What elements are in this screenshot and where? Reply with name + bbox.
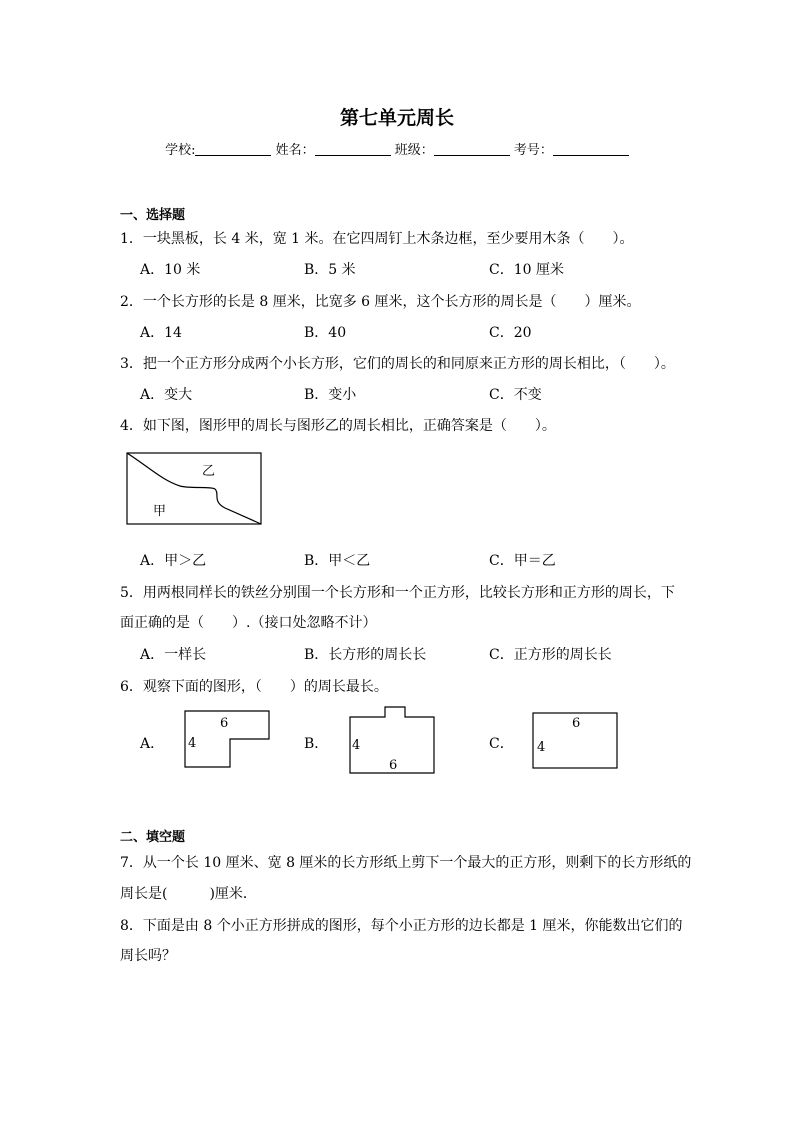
question-4-option-b[interactable]: B．甲＜乙 — [304, 553, 371, 569]
question-3-option-c[interactable]: C．不变 — [489, 387, 542, 403]
figure-label-jia: 甲 — [153, 504, 167, 519]
question-2-option-a[interactable]: A．14 — [140, 325, 182, 341]
name-blank[interactable] — [315, 143, 391, 156]
name-label: 姓名： — [275, 143, 315, 158]
figure-a-top-label: 6 — [220, 716, 229, 731]
figure-a-side-label: 4 — [188, 736, 197, 751]
figure-c-top-label: 6 — [572, 716, 581, 731]
school-blank[interactable] — [195, 143, 271, 156]
question-1-option-b[interactable]: B．5 米 — [304, 262, 356, 278]
class-label: 班级： — [394, 143, 434, 158]
question-8-text-line-1: 8．下面是由 8 个小正方形拼成的图形，每个小正方形的边长都是 1 厘米，你能数出它们的 — [120, 918, 683, 934]
question-3-option-b[interactable]: B．变小 — [304, 387, 357, 403]
exam-number-blank[interactable] — [553, 143, 629, 156]
question-5-text-line-1: 5．用两根同样长的铁丝分别围一个长方形和一个正方形，比较长方形和正方形的周长，下 — [120, 585, 675, 601]
question-3-text: 3．把一个正方形分成两个小长方形，它们的周长的和同原来正方形的周长相比，（ ）。 — [120, 356, 675, 372]
question-1-text: 1．一块黑板，长 4 米，宽 1 米。在它四周钉上木条边框，至少要用木条（ ）。 — [120, 231, 634, 247]
section-heading-fill-in: 二、填空题 — [120, 830, 186, 845]
question-6-option-a[interactable]: A． — [140, 736, 165, 752]
question-7-text-line-1: 7．从一个长 10 厘米、宽 8 厘米的长方形纸上剪下一个最大的正方形，则剩下的长方形纸的 — [120, 855, 692, 871]
question-5-option-a[interactable]: A．一样长 — [140, 647, 207, 663]
question-6-figure-c — [528, 708, 623, 774]
student-info-line — [0, 139, 794, 158]
question-4-option-a[interactable]: A．甲＞乙 — [140, 553, 207, 569]
question-4-option-c[interactable]: C．甲＝乙 — [489, 553, 556, 569]
question-6-figure-a — [180, 706, 275, 772]
question-2-option-c[interactable]: C．20 — [489, 325, 532, 341]
question-8-text-line-2: 周长吗？ — [120, 948, 176, 964]
question-6-figure-b — [345, 702, 440, 778]
question-5-option-c[interactable]: C．正方形的周长长 — [489, 647, 612, 663]
figure-c-side-label: 4 — [537, 740, 546, 755]
exam-number-label: 考号： — [513, 143, 553, 158]
figure-outer-rectangle — [127, 453, 261, 524]
class-blank[interactable] — [434, 143, 510, 156]
question-1-option-c[interactable]: C．10 厘米 — [489, 262, 564, 278]
question-5-option-b[interactable]: B．长方形的周长长 — [304, 647, 427, 663]
question-4-text: 4．如下图，图形甲的周长与图形乙的周长相比，正确答案是（ ）。 — [120, 418, 556, 434]
question-4-figure — [120, 446, 270, 532]
figure-b-side-label: 4 — [352, 738, 361, 753]
page-title: 第七单元周长 — [339, 107, 454, 129]
question-5-text-line-2: 面正确的是（ ）.（接口处忽略不计） — [120, 615, 377, 631]
question-7-text-line-2: 周长是( )厘米． — [120, 886, 257, 902]
figure-b-bottom-label: 6 — [389, 758, 398, 773]
figure-label-yi: 乙 — [202, 464, 216, 479]
section-heading-choice: 一、选择题 — [120, 208, 186, 223]
school-label: 学校: — [165, 143, 196, 158]
question-2-option-b[interactable]: B．40 — [304, 325, 347, 341]
question-6-option-b[interactable]: B． — [304, 736, 329, 752]
question-3-option-a[interactable]: A．变大 — [140, 387, 193, 403]
question-1-option-a[interactable]: A．10 米 — [140, 262, 201, 278]
question-2-text: 2．一个长方形的长是 8 厘米，比宽多 6 厘米，这个长方形的周长是（ ）厘米。 — [120, 294, 641, 310]
question-6-option-c[interactable]: C． — [489, 736, 514, 752]
figure-dividing-curve — [127, 453, 261, 524]
question-6-text: 6．观察下面的图形，（ ）的周长最长。 — [120, 679, 388, 695]
